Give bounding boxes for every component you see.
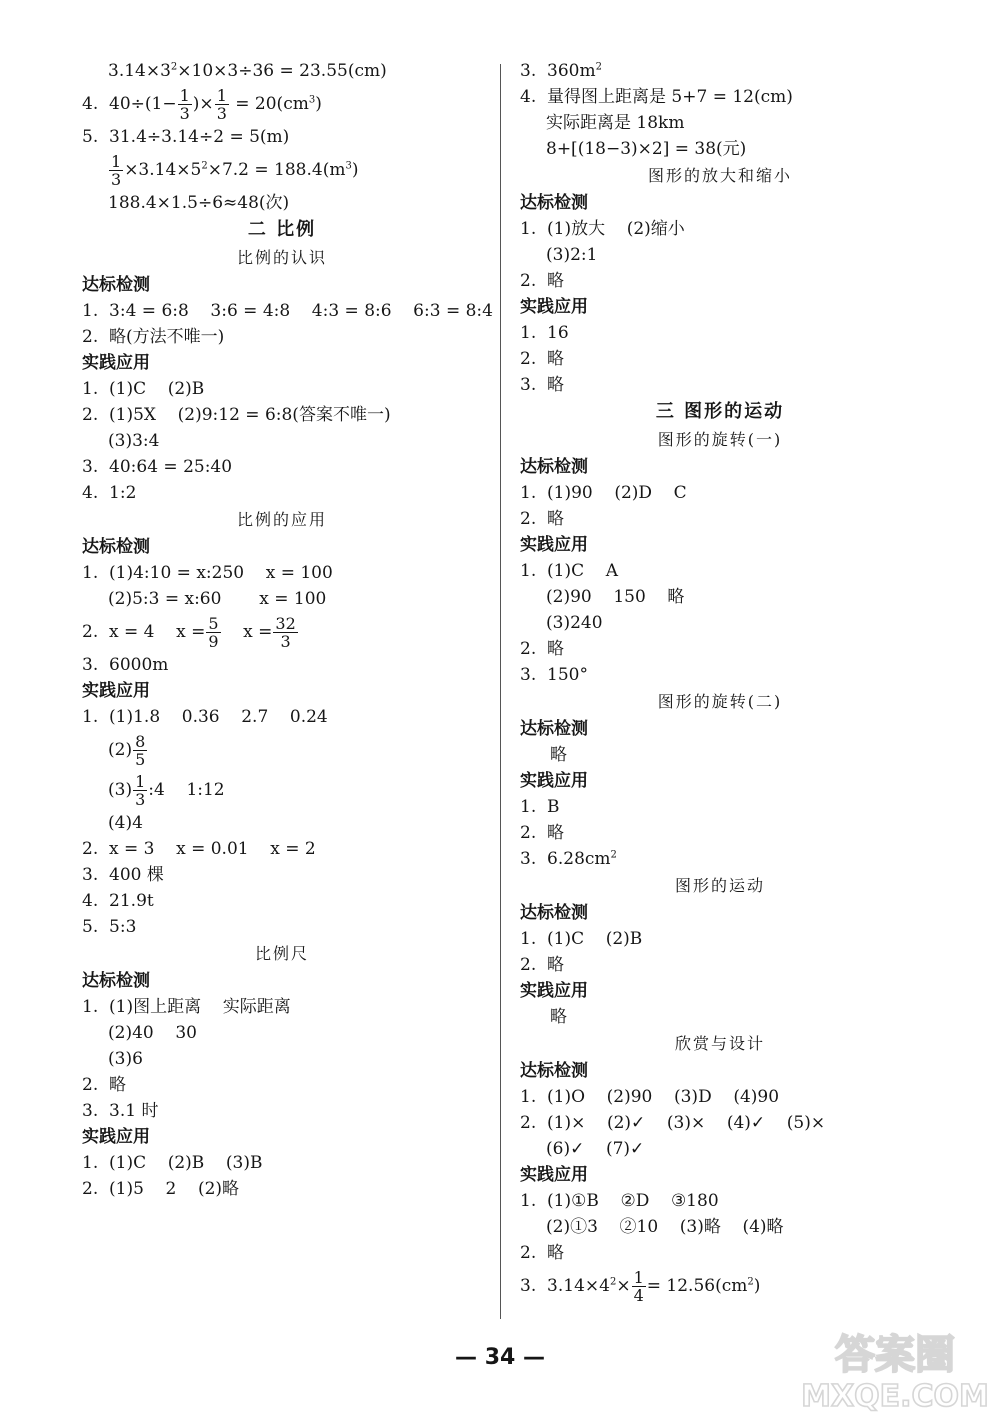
answer-line: 1. 3:4 = 6:8 3:6 = 4:8 4:3 = 8:6 6:3 = 8:4	[82, 301, 493, 321]
answer-line: 1. (1)C A	[520, 561, 619, 581]
subsection-heading: 达标检测	[82, 275, 150, 295]
subsection-heading: 实践应用	[520, 771, 588, 791]
subsection-heading: 达标检测	[82, 537, 150, 557]
answer-line: 1. (1)1.8 0.36 2.7 0.24	[82, 707, 328, 727]
section-title: 欣赏与设计	[674, 1034, 765, 1053]
right-column	[520, 58, 920, 1306]
fraction: $\frac{32}{3}$	[275, 614, 296, 651]
fraction: $\frac{1}{3}$	[216, 86, 227, 123]
answer-line: 1. (1)①B ②D ③180	[520, 1191, 719, 1211]
subsection-heading: 实践应用	[82, 681, 150, 701]
answer-line: 5. 31.4÷3.14÷2 = 5(m)	[82, 127, 290, 147]
answer-line: 2. (1)× (2)✓ (3)× (4)✓ (5)×	[520, 1113, 826, 1133]
answer-line: 2. 略	[520, 1243, 565, 1263]
section-title: 图形的旋转(二)	[657, 692, 783, 711]
answer-line: (2)5:3 = x:60 x = 100	[108, 589, 327, 609]
section-title: 图形的放大和缩小	[647, 166, 792, 185]
answer-line: 3. 400 棵	[82, 865, 164, 885]
page-number: — 34 —	[455, 1345, 545, 1370]
watermark-text: 答案圈	[835, 1332, 955, 1378]
answer-line: 188.4×1.5÷6≈48(次)	[108, 193, 290, 213]
answer-line: 2. 略	[520, 509, 565, 529]
subsection-heading: 达标检测	[520, 903, 588, 923]
fraction: $\frac{1}{4}$	[633, 1268, 644, 1305]
answer-line: 2. 略	[520, 955, 565, 975]
fraction: $\frac{1}{3}$	[111, 152, 122, 189]
answer-line: 1. (1)O (2)90 (3)D (4)90	[520, 1087, 780, 1107]
answer-line: 2. 略	[520, 271, 565, 291]
answer-line: (2) $\frac{8}{5}$	[108, 732, 146, 769]
answer-line: 2. (1)5 2 (2)略	[82, 1179, 240, 1199]
answer-line: 2. 略	[82, 1075, 127, 1095]
answer-line: 2. 略	[520, 639, 565, 659]
answer-line: 实际距离是 18km	[546, 113, 685, 133]
column-divider	[500, 64, 501, 1319]
answer-line: 4. 21.9t	[82, 891, 154, 911]
answer-line: 3. $6.28cm^2$	[520, 849, 617, 869]
answer-line: 2. 略	[520, 823, 565, 843]
answer-line: 1. (1)C (2)B	[82, 379, 205, 399]
answer-line: 略	[550, 745, 567, 765]
subsection-heading: 实践应用	[520, 297, 588, 317]
answer-line: 3. 40:64 = 25:40	[82, 457, 233, 477]
watermark-url: MXQE.COM	[801, 1379, 989, 1414]
answer-line: 5. 5:3	[82, 917, 137, 937]
answer-line: (3) $\frac{1}{3}$ :4 1:12	[108, 772, 225, 809]
answer-line: 8+[(18−3)×2] = 38(元)	[546, 139, 747, 159]
answer-line: 3. $360m^2$	[520, 61, 602, 81]
subsection-heading: 实践应用	[82, 353, 150, 373]
answer-line: 4. 40÷(1− $\frac{1}{3}$ )× $\frac{1}{3}$ = $20(cm^3)$	[82, 86, 322, 123]
answer-line: 3. 略	[520, 375, 565, 395]
subsection-heading: 达标检测	[520, 719, 588, 739]
answer-line: 1. 16	[520, 323, 569, 343]
answer-line: 1. (1)C (2)B	[520, 929, 643, 949]
answer-line: (3)3:4	[108, 431, 160, 451]
answer-line: (3)2:1	[546, 245, 598, 265]
answer-line: 3. 6000m	[82, 655, 169, 675]
answer-line: 2. x = 4 x = $\frac{5}{9}$ x = $\frac{32}{3}$	[82, 614, 296, 651]
chapter-title: 三 图形的运动	[655, 401, 785, 422]
answer-line: (2)①3 ②10 (3)略 (4)略	[546, 1217, 784, 1237]
answer-line: 1. (1)4:10 = x:250 x = 100	[82, 563, 333, 583]
fraction: $\frac{5}{9}$	[208, 614, 219, 651]
answer-line: 1. (1)放大 (2)缩小	[520, 219, 685, 239]
answer-line: 3. 150°	[520, 665, 588, 685]
answer-line: (2)40 30	[108, 1023, 197, 1043]
chapter-title: 二 比例	[247, 219, 317, 240]
answer-line: 3. $3.14\times 4^2\times$ $\frac{1}{4}$ = $12.56(cm^2)$	[520, 1268, 761, 1305]
answer-line: 略	[550, 1007, 567, 1027]
answer-line: 1. (1)图上距离 实际距离	[82, 997, 291, 1017]
section-title: 图形的旋转(一)	[657, 430, 783, 449]
answer-line: 2. 略	[520, 349, 565, 369]
section-title: 比例尺	[254, 944, 309, 963]
answer-line: (3)6	[108, 1049, 143, 1069]
fraction: $\frac{8}{5}$	[135, 732, 146, 769]
answer-line: 2. 略(方法不唯一)	[82, 327, 225, 347]
section-title: 比例的应用	[236, 510, 327, 529]
subsection-heading: 实践应用	[520, 1165, 588, 1185]
fraction: $\frac{1}{3}$	[179, 86, 190, 123]
subsection-heading: 实践应用	[82, 1127, 150, 1147]
answer-line: (2)90 150 略	[546, 587, 685, 607]
subsection-heading: 达标检测	[520, 193, 588, 213]
answer-line: (3)240	[546, 613, 603, 633]
answer-line: $\frac{1}{3}$ $\times 3.14\times 5^2\times 7.2 = 188.4(m^3)$	[111, 152, 359, 189]
answer-line: 2. (1)5X (2)9:12 = 6:8(答案不唯一)	[82, 405, 391, 425]
answer-line: 2. x = 3 x = 0.01 x = 2	[82, 839, 316, 859]
subsection-heading: 实践应用	[520, 981, 588, 1001]
left-column	[82, 58, 493, 1202]
subsection-heading: 达标检测	[520, 1061, 588, 1081]
answer-line: 1. (1)C (2)B (3)B	[82, 1153, 263, 1173]
watermark-logo	[800, 1320, 990, 1415]
fraction: $\frac{1}{3}$	[135, 772, 146, 809]
section-title: 图形的运动	[674, 876, 765, 895]
subsection-heading: 达标检测	[520, 457, 588, 477]
answer-line: 3. 3.1 时	[82, 1101, 159, 1121]
answer-line: (4)4	[108, 813, 143, 833]
answer-line: (6)✓ (7)✓	[546, 1139, 645, 1159]
section-title: 比例的认识	[236, 248, 327, 267]
answer-line: 4. 量得图上距离是 5+7 = 12(cm)	[520, 87, 793, 107]
answer-line: 1. B	[520, 797, 560, 817]
answer-line: 1. (1)90 (2)D C	[520, 483, 687, 503]
subsection-heading: 实践应用	[520, 535, 588, 555]
answer-line: 4. 1:2	[82, 483, 137, 503]
answer-line: $3.14\times 3^2\times 10\times 3\div 36 = 23.55(cm)$	[108, 61, 387, 81]
subsection-heading: 达标检测	[82, 971, 150, 991]
